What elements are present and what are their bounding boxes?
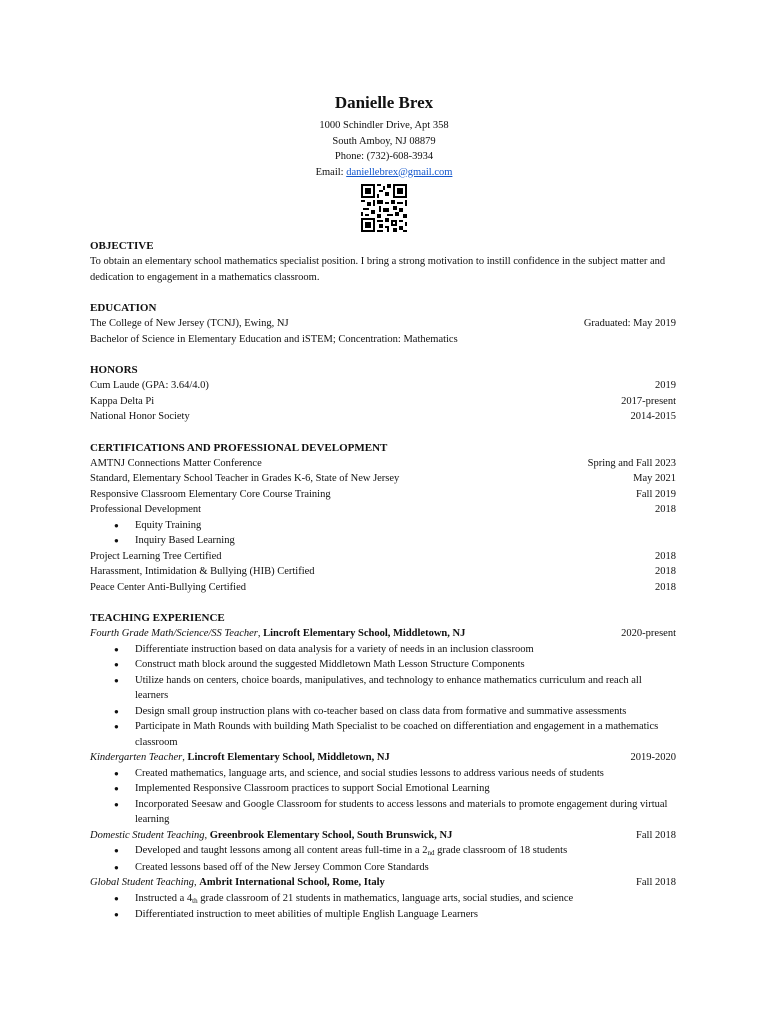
list-item: ● Participate in Math Rounds with building Math Specialist to be coached on differentiation and engagement in a mathematics classroom — [90, 719, 676, 750]
education-row — [90, 316, 676, 332]
candidate-name: Danielle Brex — [334, 93, 434, 112]
bullet-text: grade classroom of 18 students — [434, 845, 568, 856]
cert-row — [90, 487, 676, 503]
honor-date: 2017-present — [621, 395, 676, 407]
honors-section — [90, 362, 676, 425]
certifications-heading: CERTIFICATIONS AND PROFESSIONAL DEVELOPMENT — [90, 441, 388, 454]
cert-date: 2018 — [655, 566, 676, 577]
job-bullet-list — [90, 891, 676, 923]
bullet-text: grade classroom of 21 students in mathematics, language arts, social studies, and science — [197, 892, 574, 904]
resume-body — [90, 238, 676, 938]
cert-date: 2018 — [655, 504, 676, 515]
job-title-line — [90, 875, 385, 891]
objective-section — [90, 238, 676, 285]
cert-date: May 2021 — [633, 473, 676, 484]
honor-date: 2019 — [655, 380, 676, 391]
honors-heading: HONORS — [90, 364, 138, 376]
cert-label: Peace Center Anti-Bullying Certified — [90, 581, 247, 593]
job-title: Kindergarten Teacher — [90, 752, 183, 763]
list-item: ● Differentiate instruction based on data analysis for a variety of needs in an inclusion classroom — [90, 642, 676, 658]
list-item: ● Created lessons based off of the New Jersey Common Core Standards — [90, 860, 676, 876]
honor-row — [90, 409, 676, 425]
cert-label: Standard, Elementary School Teacher in Grades K-6, State of New Jersey — [90, 473, 400, 484]
job-organization: Lincroft Elementary School, Middletown, NJ — [263, 628, 466, 639]
cert-label: Responsive Classroom Elementary Core Course Training — [90, 488, 331, 500]
job-row — [90, 750, 676, 766]
cert-label: Professional Development — [90, 504, 202, 515]
job-organization: Lincroft Elementary School, Middletown, NJ — [187, 752, 390, 763]
list-item: ● Utilize hands on centers, choice boards, manipulatives, and technology to enhance mathematics curriculum and reach all learners — [90, 673, 676, 704]
job-separator: , — [194, 877, 200, 888]
address-line-1: 1000 Schindler Drive, Apt 358 — [319, 120, 449, 131]
cert-date: Spring and Fall 2023 — [587, 457, 676, 469]
teaching-heading: TEACHING EXPERIENCE — [90, 612, 225, 624]
cert-date: Fall 2019 — [636, 488, 676, 500]
email-link[interactable]: daniellebrex@gmail.com — [346, 166, 453, 178]
list-item: ● Differentiated instruction to meet abilities of multiple English Language Learners — [90, 907, 676, 923]
job-separator: , — [204, 829, 210, 841]
job-date: 2019-2020 — [630, 752, 676, 763]
job-bullet-list — [90, 642, 676, 751]
job-title: Fourth Grade Math/Science/SS Teacher — [90, 628, 258, 639]
cert-row — [90, 549, 676, 565]
cert-row — [90, 471, 676, 487]
job-title-line — [90, 828, 452, 844]
honor-label: National Honor Society — [90, 411, 190, 422]
ordinal-suffix: th — [192, 896, 198, 905]
qr-code-icon — [361, 184, 407, 232]
list-item: ● Created mathematics, language arts, and science, and social studies lessons to address various needs of students — [90, 766, 676, 782]
job-date: Fall 2018 — [636, 877, 676, 888]
cert-label: Harassment, Intimidation & Bullying (HIB) Certified — [90, 566, 315, 577]
job-row — [90, 875, 676, 891]
objective-text: To obtain an elementary school mathematics specialist position. I bring a strong motivation to instill confidence in the subject matter and dedication to engagement in a mathematics classroom. — [90, 256, 666, 283]
honor-row — [90, 378, 676, 394]
pd-bullet-list — [90, 518, 676, 549]
list-item: ● Construct math block around the suggested Middletown Math Lesson Structure Components — [90, 657, 676, 673]
job-title-line — [90, 750, 390, 766]
honor-row — [90, 394, 676, 410]
school-name: The College of New Jersey (TCNJ), Ewing, NJ — [90, 318, 289, 329]
job-organization: Greenbrook Elementary School, South Brunswick, NJ — [209, 829, 453, 841]
job-title-line — [90, 626, 465, 642]
email-label: Email: — [315, 166, 347, 178]
job-row — [90, 626, 676, 642]
bullet-text: Developed and taught lessons among all content areas full-time in a 2 — [135, 845, 428, 856]
list-item: ● Equity Training — [90, 518, 676, 534]
degree: Bachelor of Science in Elementary Education and iSTEM; Concentration: Mathematics — [90, 333, 458, 345]
cert-row — [90, 456, 676, 472]
job-date: Fall 2018 — [636, 829, 676, 841]
job-title: Global Student Teaching — [90, 877, 195, 888]
list-item — [90, 891, 676, 908]
bullet-text: Instructed a 4 — [135, 892, 193, 904]
job-bullet-list — [90, 766, 676, 828]
email-line — [0, 165, 768, 181]
honor-label: Cum Laude (GPA: 3.64/4.0) — [90, 380, 209, 391]
cert-date: 2018 — [655, 581, 676, 593]
graduation-date: Graduated: May 2019 — [583, 318, 676, 329]
job-separator: , — [182, 752, 188, 763]
teaching-section — [90, 610, 676, 923]
job-bullet-list — [90, 843, 676, 875]
list-item: ● Inquiry Based Learning — [90, 533, 676, 549]
honor-label: Kappa Delta Pi — [90, 395, 155, 407]
job-date: 2020-present — [621, 628, 676, 639]
job-row — [90, 828, 676, 844]
resume-header — [0, 92, 768, 180]
objective-heading: OBJECTIVE — [90, 240, 154, 252]
honor-date: 2014-2015 — [630, 411, 676, 422]
job-organization: Ambrit International School, Rome, Italy — [199, 877, 385, 888]
address-line-2: South Amboy, NJ 08879 — [332, 135, 436, 147]
cert-label: Project Learning Tree Certified — [90, 550, 222, 562]
cert-row — [90, 564, 676, 580]
list-item — [90, 843, 676, 860]
phone-line: Phone: (732)-608-3934 — [334, 151, 434, 162]
education-heading: EDUCATION — [90, 302, 157, 314]
certifications-section — [90, 440, 676, 596]
cert-date: 2018 — [655, 550, 676, 562]
job-title: Domestic Student Teaching — [90, 829, 205, 841]
list-item: ● Design small group instruction plans with co-teacher based on class data from formative and summative assessments — [90, 704, 676, 720]
cert-row — [90, 502, 676, 518]
cert-label: AMTNJ Connections Matter Conference — [90, 457, 262, 469]
list-item: ● Incorporated Seesaw and Google Classroom for students to access lessons and materials to promote engagement during virtual learning — [90, 797, 676, 828]
ordinal-suffix: nd — [427, 849, 435, 857]
education-section — [90, 300, 676, 347]
job-separator: , — [257, 628, 264, 639]
list-item: ● Implemented Responsive Classroom practices to support Social Emotional Learning — [90, 781, 676, 797]
cert-row — [90, 580, 676, 596]
